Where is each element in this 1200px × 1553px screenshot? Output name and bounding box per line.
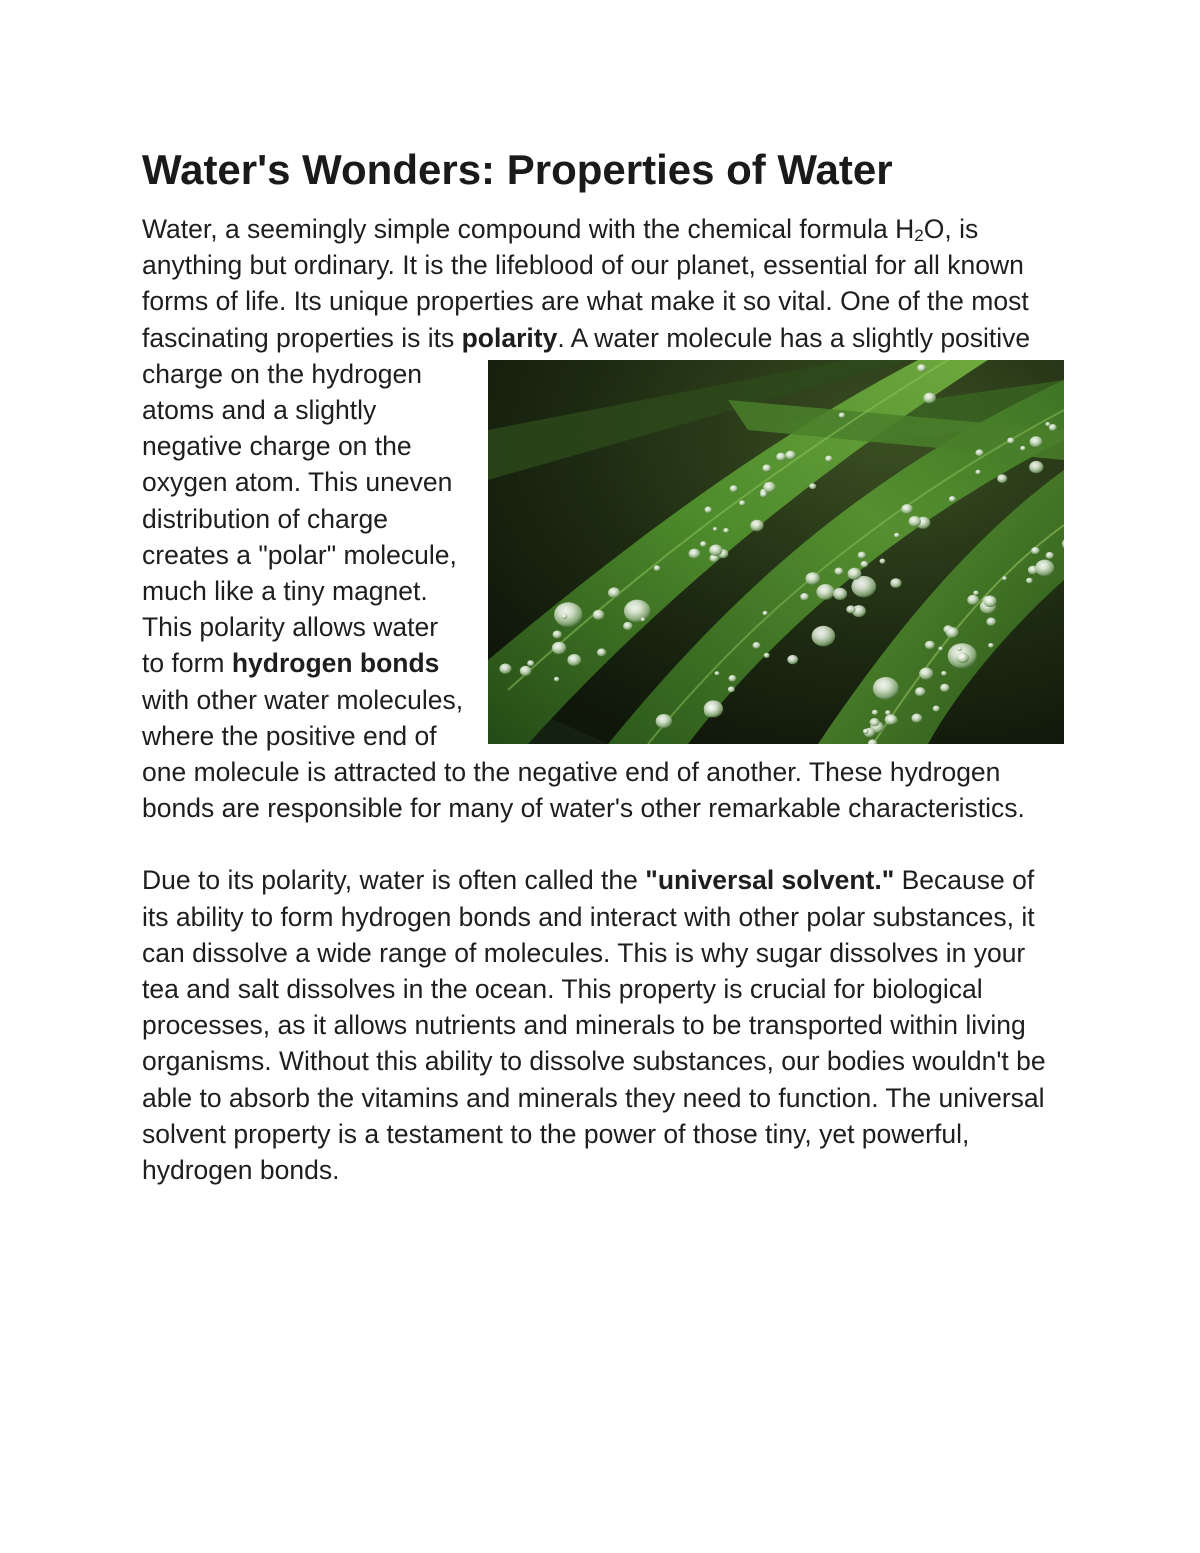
water-droplet (938, 646, 943, 650)
water-droplet (764, 653, 770, 658)
water-droplet (500, 663, 512, 673)
water-droplet (729, 675, 737, 682)
water-droplet (809, 483, 816, 489)
water-droplet (553, 630, 562, 638)
water-droplet (554, 677, 559, 682)
water-droplets-photo (488, 360, 1064, 744)
water-droplet (925, 641, 935, 650)
paragraph-polarity (142, 211, 1062, 826)
water-droplet (956, 652, 969, 663)
water-droplet (1031, 547, 1040, 554)
water-droplet (924, 392, 936, 403)
water-droplet (728, 686, 735, 692)
water-droplet (1029, 461, 1043, 473)
water-droplet (885, 714, 897, 725)
water-droplet (641, 617, 646, 621)
water-droplet (608, 587, 620, 598)
water-droplet (946, 627, 959, 638)
document-page (142, 140, 1062, 1188)
water-droplet (1002, 576, 1007, 580)
water-droplet (812, 626, 836, 647)
water-droplet (689, 548, 701, 558)
water-droplet (873, 677, 899, 700)
water-droplet (816, 584, 834, 600)
water-droplet (739, 500, 745, 505)
water-droplet (890, 578, 901, 588)
water-droplet (997, 474, 1007, 483)
water-droplet (912, 713, 923, 722)
bold-term-polarity: polarity (461, 322, 558, 353)
bold-term-hydrogen-bonds: hydrogen bonds (231, 648, 440, 679)
water-droplet (763, 482, 775, 493)
water-droplet (1049, 424, 1057, 431)
water-droplet (909, 516, 921, 527)
water-droplet (880, 558, 886, 563)
water-droplet (975, 470, 980, 475)
text-segment: Water, a seemingly simple compound with the chemical formula H (142, 214, 915, 244)
water-droplet (861, 561, 869, 568)
water-droplet (762, 464, 771, 472)
subscript: 2 (914, 226, 924, 245)
water-droplet (973, 590, 979, 595)
water-droplet (915, 687, 925, 696)
water-droplet (949, 496, 956, 502)
water-droplet (957, 647, 962, 651)
text-segment: . A water molecule has a slightly positive charge on the hydrogen atoms and a slightly negative charge on the oxygen atom. This uneven distribution of charge creates a "polar" molecule, much like a tiny magnet. This polarity allows water to form (142, 322, 1031, 679)
water-droplet (552, 642, 566, 655)
text-segment: with other water molecules, where the positive end of one molecule is attracted to the negative end of another. These hydrogen bonds are responsible for many of water's other remarkable characteristics. (142, 684, 1025, 824)
water-droplet (825, 455, 832, 461)
water-droplet (520, 666, 532, 676)
water-droplet (704, 700, 723, 717)
water-droplet (705, 506, 712, 513)
water-droplet (933, 705, 940, 711)
water-droplet (1035, 559, 1054, 576)
paragraph-universal-solvent (142, 862, 1062, 1188)
water-droplet (715, 671, 720, 675)
water-droplet (988, 643, 994, 648)
water-droplet (527, 660, 534, 666)
water-droplet (709, 544, 722, 555)
water-droplet (623, 622, 632, 630)
water-droplet (870, 718, 880, 726)
water-droplet (654, 565, 661, 571)
water-droplet (858, 551, 866, 558)
text-segment: Due to its polarity, water is often called the (142, 865, 646, 896)
water-droplet (901, 504, 913, 514)
water-droplet (872, 710, 878, 715)
bold-term-universal-solvent: "universal solvent." (645, 865, 895, 896)
water-droplet (975, 449, 983, 456)
water-droplet (723, 528, 729, 533)
water-droplet (597, 648, 606, 656)
water-droplet (763, 611, 768, 616)
water-droplet (785, 450, 795, 459)
water-droplet (700, 541, 707, 547)
water-droplet (593, 610, 605, 620)
water-droplet (800, 593, 809, 601)
text-segment: O, is anything but ordinary. It is the lifeblood of our planet, essential for all known forms of life. Its unique properties are what make it so vital. One of the most fascinating properties is its (142, 214, 1029, 353)
water-droplet (1030, 436, 1043, 447)
water-droplet (940, 684, 949, 692)
water-droplet (753, 642, 761, 649)
water-droplet (656, 714, 672, 728)
water-droplet (567, 654, 581, 666)
water-droplet (806, 572, 821, 585)
water-droplet (1007, 437, 1014, 443)
water-droplet (730, 485, 738, 492)
water-droplet (894, 533, 900, 538)
water-droplet (835, 567, 844, 575)
water-droplet (848, 568, 862, 580)
water-droplet (919, 667, 933, 679)
water-droplet (941, 671, 947, 676)
water-droplet (760, 491, 767, 497)
water-droplet (787, 655, 798, 664)
water-droplet (713, 527, 718, 531)
water-droplet (986, 617, 996, 625)
water-droplet (562, 614, 567, 619)
water-droplet (917, 364, 926, 372)
water-droplet (776, 452, 786, 460)
water-droplet (1020, 446, 1025, 451)
water-droplet (846, 605, 855, 613)
water-droplet (863, 729, 869, 734)
water-droplet (1046, 552, 1054, 559)
water-droplet (1026, 578, 1033, 584)
page-title: Water's Wonders: Properties of Water (142, 146, 893, 193)
water-droplet (833, 588, 847, 600)
water-droplet (983, 595, 996, 607)
water-droplet (839, 412, 845, 417)
water-droplet (554, 602, 582, 627)
water-droplet (624, 599, 650, 622)
water-droplet (750, 520, 763, 532)
water-droplet (967, 595, 979, 605)
text-segment: Because of its ability to form hydrogen bonds and interact with other polar substances, it can dissolve a wide range of molecules. This is why sugar dissolves in your tea and salt dissolves in the ocean. This property is crucial for biological processes, as it allows nutrients and minerals to be transported within living organisms. Without this ability to dissolve substances, our bodies wouldn't be able to absorb the vitamins and minerals they need to function. The universal solvent property is a testament to the power of those tiny, yet powerful, hydrogen bonds. (142, 865, 1046, 1186)
